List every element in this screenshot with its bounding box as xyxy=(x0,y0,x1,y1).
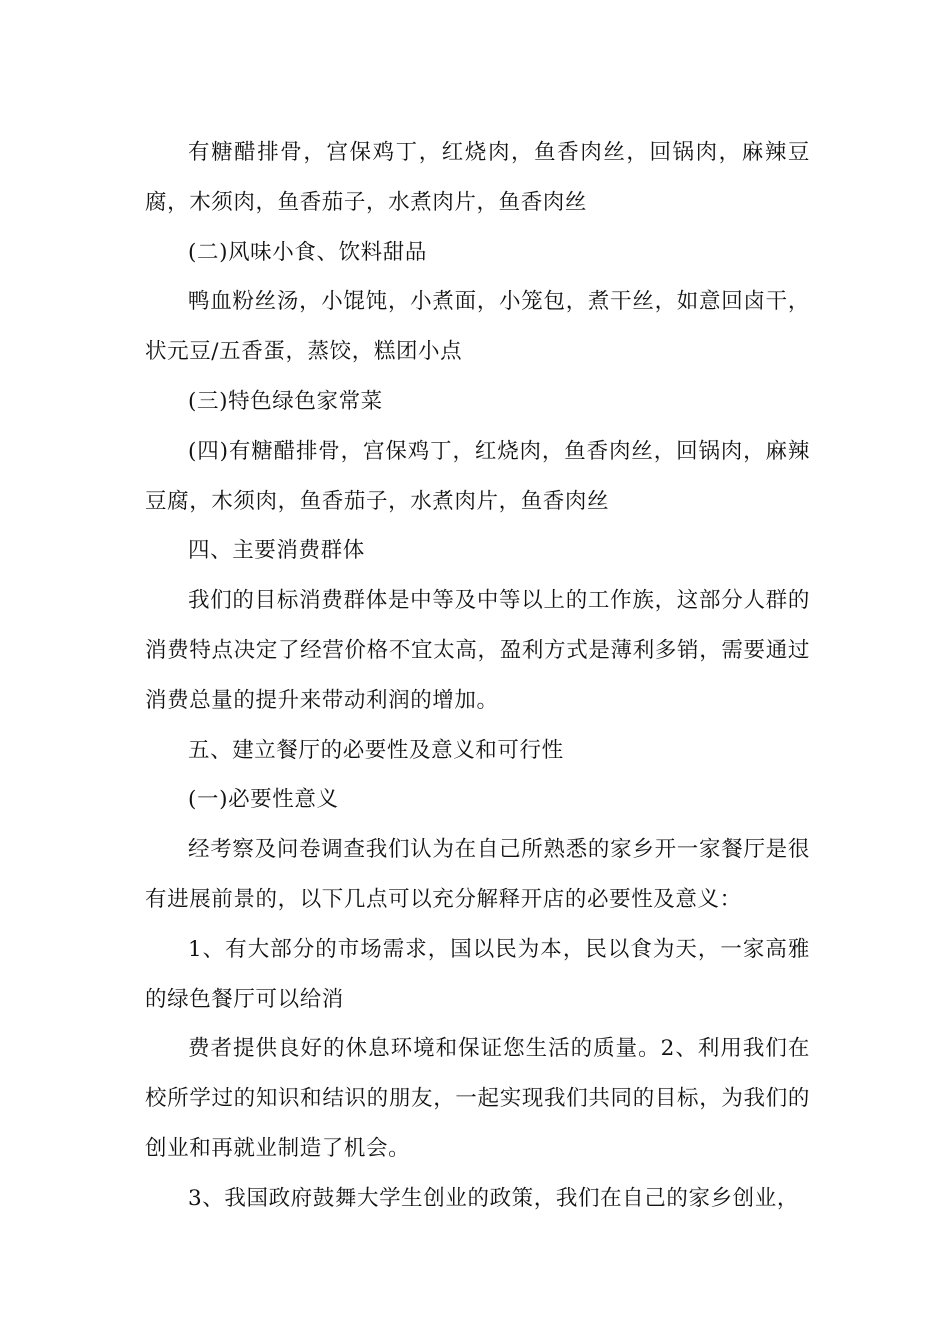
paragraph-point-1-continued: 费者提供良好的休息环境和保证您生活的质量。2、利用我们在校所学过的知识和结识的朋友，一起实现我们共同的目标，为我们的创业和再就业制造了机会。 xyxy=(145,1036,810,1161)
heading-necessity: (一)必要性意义 xyxy=(188,787,339,813)
document-body xyxy=(145,128,810,1224)
heading-home-dishes: (三)特色绿色家常菜 xyxy=(188,388,383,414)
paragraph-target-customers: 我们的目标消费群体是中等及中等以上的工作族，这部分人群的消费特点决定了经营价格不宜太高，盈利方式是薄利多销，需要通过消费总量的提升来带动利润的增加。 xyxy=(145,588,810,713)
heading-snacks-drinks: (二)风味小食、饮料甜品 xyxy=(188,239,427,265)
paragraph-point-3: 3、我国政府鼓舞大学生创业的政策，我们在自己的家乡创业， xyxy=(188,1185,799,1211)
paragraph-snacks-list: 鸭血粉丝汤，小馄饨，小煮面，小笼包，煮干丝，如意回卤干，状元豆/五香蛋，蒸饺，糕团小点 xyxy=(145,289,810,365)
paragraph-home-dishes-list: (四)有糖醋排骨，宫保鸡丁，红烧肉，鱼香肉丝，回锅肉，麻辣豆腐，木须肉，鱼香茄子，水煮肉片，鱼香肉丝 xyxy=(145,438,810,514)
paragraph-point-1: 1、有大部分的市场需求，国以民为本，民以食为天，一家高雅的绿色餐厅可以给消 xyxy=(145,936,810,1012)
paragraph-dishes-list: 有糖醋排骨，宫保鸡丁，红烧肉，鱼香肉丝，回锅肉，麻辣豆腐，木须肉，鱼香茄子，水煮肉片，鱼香肉丝 xyxy=(145,140,810,215)
paragraph-survey: 经考察及问卷调查我们认为在自己所熟悉的家乡开一家餐厅是很有进展前景的，以下几点可以充分解释开店的必要性及意义： xyxy=(145,837,810,912)
heading-necessity-feasibility: 五、建立餐厅的必要性及意义和可行性 xyxy=(188,737,564,763)
heading-target-customers: 四、主要消费群体 xyxy=(188,538,365,564)
